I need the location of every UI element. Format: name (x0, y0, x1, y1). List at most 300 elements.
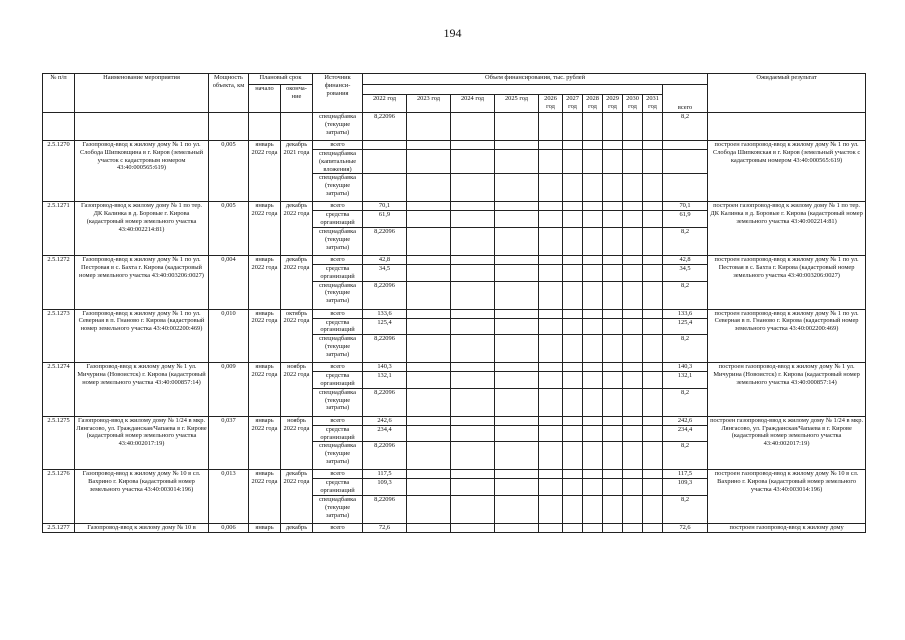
funding-source: спецнадбавка (текущие затраты) (313, 174, 363, 202)
year-cell (407, 479, 451, 496)
year-cell (539, 442, 563, 470)
year-2022-value: 8,22096 (363, 227, 407, 255)
year-cell (495, 523, 539, 532)
year-cell (495, 442, 539, 470)
year-cell (603, 150, 623, 174)
year-cell (623, 495, 643, 523)
year-cell (563, 388, 583, 416)
expected-result: построен газопровод-ввод к жилому дому № 1 по ул. Пестовая в с. Бахта г. Кирова (кадастровый номер земельного участка 43:40:003206:0027) (708, 255, 866, 309)
end-date: октябрь 2022 года (281, 309, 313, 363)
end-date: декабрь 2022 года (281, 202, 313, 256)
expected-result: построен газопровод-ввод к жилому дому № 10 в сл. Вахрино г. Кирова (кадастровый номер земельного участка 43:40:003014:196) (708, 470, 866, 524)
total-value: 242,6 (663, 416, 708, 425)
year-cell (407, 202, 451, 211)
year-cell (643, 264, 663, 281)
year-cell (495, 141, 539, 150)
capacity: 0,006 (209, 523, 249, 532)
year-cell (583, 211, 603, 228)
year-cell (563, 442, 583, 470)
header-name: Наименование мероприятия (75, 74, 209, 113)
table-row (43, 309, 866, 318)
year-cell (623, 281, 643, 309)
year-cell (643, 495, 663, 523)
year-cell (539, 388, 563, 416)
year-cell (643, 372, 663, 389)
year-cell (603, 227, 623, 255)
total-value: 133,6 (663, 309, 708, 318)
funding-source: средства организаций (313, 211, 363, 228)
year-cell (407, 150, 451, 174)
year-cell (539, 470, 563, 479)
capacity: 0,013 (209, 470, 249, 524)
year-2022-value: 8,22096 (363, 281, 407, 309)
total-cell: 8,2 (663, 113, 708, 141)
header-period: Плановый срок (249, 74, 313, 85)
year-cell (539, 309, 563, 318)
header-year: 2026 год (539, 95, 563, 113)
capacity: 0,004 (209, 255, 249, 309)
total-value: 42,8 (663, 255, 708, 264)
year-cell (623, 141, 643, 150)
year-cell (539, 335, 563, 363)
year-cell (563, 264, 583, 281)
year-cell (451, 309, 495, 318)
funding-source: всего (313, 202, 363, 211)
year-cell (539, 523, 563, 532)
expected-result: построен газопровод-ввод к жилому дому № 1 по ул. Слобода Шипковская в г. Киров (земельный участок с кадастровым номером 43:40:000565:619) (708, 141, 866, 202)
year-cell (603, 309, 623, 318)
year-cell (407, 523, 451, 532)
year-cell (495, 174, 539, 202)
year-cell (563, 363, 583, 372)
table-row (43, 141, 866, 150)
year-cell (495, 281, 539, 309)
year-cell (407, 442, 451, 470)
year-cell (563, 470, 583, 479)
header-result: Ожидаемый результат (708, 74, 866, 113)
row-number: 2.5.1271 (43, 202, 75, 256)
year-cell (643, 335, 663, 363)
header-year: 2029 год (603, 95, 623, 113)
year-cell (643, 318, 663, 335)
year-2022-value: 8,22096 (363, 442, 407, 470)
header-total: всего (663, 85, 708, 113)
year-2022-value: 8,22096 (363, 388, 407, 416)
end-date: декабрь 2022 года (281, 255, 313, 309)
year-cell (539, 150, 563, 174)
year-cell (539, 281, 563, 309)
header-source: Источник финанси-рования (313, 74, 363, 113)
year-cell (583, 309, 603, 318)
year-cell (623, 174, 643, 202)
total-value: 109,3 (663, 479, 708, 496)
header-funding: Объем финансирования, тыс. рублей (363, 74, 708, 85)
year-cell (623, 470, 643, 479)
year-cell (451, 150, 495, 174)
year-cell (451, 264, 495, 281)
capacity-cell (209, 113, 249, 141)
year-cell (583, 363, 603, 372)
year-cell (495, 202, 539, 211)
total-value: 61,9 (663, 211, 708, 228)
year-cell (643, 309, 663, 318)
row-number: 2.5.1270 (43, 141, 75, 202)
year-cell (407, 281, 451, 309)
year-cell (495, 470, 539, 479)
year-cell (407, 141, 451, 150)
year-cell (451, 442, 495, 470)
year-cell (603, 425, 623, 442)
start-date: январь 2022 года (249, 470, 281, 524)
year-cell (451, 416, 495, 425)
funding-source: всего (313, 141, 363, 150)
year-cell (563, 335, 583, 363)
year-2022-value: 72,6 (363, 523, 407, 532)
year-cell (603, 495, 623, 523)
start-date: январь 2022 года (249, 255, 281, 309)
end-date: декабрь (281, 523, 313, 532)
funding-source: средства организаций (313, 479, 363, 496)
measure-name: Газопровод-ввод к жилому дому № 1 по ул. Пестровая в с. Бахта г. Кирова (кадастровый номер земельного участка 43:40:003206:0027) (75, 255, 209, 309)
year-cell (643, 150, 663, 174)
year-cell (623, 318, 643, 335)
year-2022-value: 42,8 (363, 255, 407, 264)
year-cell (451, 318, 495, 335)
funding-table (42, 73, 866, 533)
year-cell (623, 211, 643, 228)
year-cell (407, 227, 451, 255)
year-cell (495, 255, 539, 264)
funding-source: спецнадбавка (текущие затраты) (313, 442, 363, 470)
funding-source: всего (313, 309, 363, 318)
year-cell (539, 227, 563, 255)
year-cell (623, 425, 643, 442)
funding-source: средства организаций (313, 318, 363, 335)
expected-result: построен газопровод-ввод к жилому дому № 1 по тер. ДК Калинка в д. Боровые г. Кирова (кадастровый номер земельного участка 43:40:002214:81) (708, 202, 866, 256)
table-row (43, 523, 866, 532)
year-cell (643, 211, 663, 228)
year-cell (495, 372, 539, 389)
year-cell (451, 211, 495, 228)
year-cell (563, 174, 583, 202)
year-cell (407, 113, 451, 141)
year-cell (603, 388, 623, 416)
year-2022-value: 125,4 (363, 318, 407, 335)
year-cell (583, 318, 603, 335)
year-cell (495, 425, 539, 442)
header-num: № п/п (43, 74, 75, 113)
year-2022-value: 8,22096 (363, 495, 407, 523)
year-cell (643, 281, 663, 309)
year-cell (643, 523, 663, 532)
year-cell (539, 255, 563, 264)
year-cell (407, 495, 451, 523)
year-cell (603, 141, 623, 150)
year-cell (583, 442, 603, 470)
year-cell (603, 335, 623, 363)
year-cell (495, 335, 539, 363)
total-value: 8,2 (663, 442, 708, 470)
header-year: 2023 год (407, 95, 451, 113)
header-capacity: Мощность объекта, км (209, 74, 249, 113)
total-value (663, 141, 708, 150)
table-row (43, 202, 866, 211)
total-value: 132,1 (663, 372, 708, 389)
carry-over-row (43, 113, 866, 141)
row-number: 2.5.1272 (43, 255, 75, 309)
year-cell (583, 470, 603, 479)
year-cell (583, 141, 603, 150)
year-cell (495, 113, 539, 141)
year-cell (539, 141, 563, 150)
year-2022-value: 117,5 (363, 470, 407, 479)
year-cell (603, 255, 623, 264)
year-cell (643, 202, 663, 211)
year-cell (563, 281, 583, 309)
year-cell (563, 425, 583, 442)
year-cell (563, 318, 583, 335)
year-cell (407, 363, 451, 372)
expected-result: построен газопровод-ввод к жилому дому (708, 523, 866, 532)
table-header (43, 74, 866, 113)
year-cell (539, 113, 563, 141)
year-cell (407, 318, 451, 335)
year-cell (563, 211, 583, 228)
total-value (663, 150, 708, 174)
start-date: январь 2022 года (249, 141, 281, 202)
total-value: 8,2 (663, 227, 708, 255)
total-value: 34,5 (663, 264, 708, 281)
year-cell (539, 318, 563, 335)
year-cell (643, 479, 663, 496)
year-cell (583, 281, 603, 309)
header-year: 2025 год (495, 95, 539, 113)
year-cell (495, 479, 539, 496)
year-cell (539, 202, 563, 211)
funding-source: спецнадбавка (капитальные вложения) (313, 150, 363, 174)
funding-source: спецнадбавка (текущие затраты) (313, 281, 363, 309)
year-cell (407, 255, 451, 264)
year-cell (623, 523, 643, 532)
year-cell (603, 113, 623, 141)
result-cell (708, 113, 866, 141)
year-cell (563, 372, 583, 389)
year-cell (603, 470, 623, 479)
header-start: начало (249, 85, 281, 113)
measure-name: Газопровод-ввод к жилому дому № 1 ул. Мичурина (Новоистск) г. Кирова (кадастровый номер земельного участка 43:40:000857:14) (75, 363, 209, 417)
funding-source: всего (313, 363, 363, 372)
year-cell (623, 372, 643, 389)
end-date: декабрь 2022 года (281, 470, 313, 524)
row-number: 2.5.1275 (43, 416, 75, 470)
row-number: 2.5.1274 (43, 363, 75, 417)
funding-source: средства организаций (313, 372, 363, 389)
year-cell (451, 335, 495, 363)
start-date: январь (249, 523, 281, 532)
year-cell (603, 264, 623, 281)
year-cell (451, 495, 495, 523)
year-cell (623, 479, 643, 496)
capacity: 0,005 (209, 141, 249, 202)
start-date: январь 2022 года (249, 416, 281, 470)
year-cell (603, 523, 623, 532)
year-cell (407, 309, 451, 318)
year-cell (623, 113, 643, 141)
source-cell: спецнадбавка (текущие затраты) (313, 113, 363, 141)
year-cell (623, 227, 643, 255)
year-cell (407, 425, 451, 442)
measure-name: Газопровод-ввод к жилому дому № 1 по тер. ДК Калинка в д. Боровые г. Кирова (кадастровый номер земельного участка 43:40:002214:81) (75, 202, 209, 256)
year-cell (643, 255, 663, 264)
total-value: 8,2 (663, 388, 708, 416)
year-cell (407, 372, 451, 389)
funding-source: спецнадбавка (текущие затраты) (313, 388, 363, 416)
year-cell (583, 495, 603, 523)
year-cell (603, 416, 623, 425)
year-cell (563, 255, 583, 264)
table-row (43, 416, 866, 425)
year-cell (583, 264, 603, 281)
year-cell (563, 523, 583, 532)
year-cell (603, 318, 623, 335)
year-cell (539, 372, 563, 389)
funding-source: всего (313, 470, 363, 479)
total-value: 125,4 (663, 318, 708, 335)
year-cell (603, 281, 623, 309)
year-2022-value: 133,6 (363, 309, 407, 318)
year-cell (623, 309, 643, 318)
total-value: 8,2 (663, 495, 708, 523)
measure-name: Газопровод-ввод к жилому дому № 1 по ул. Северная в п. Гнаново г. Кирова (кадастровый номер земельного участка 43:40:002200:469) (75, 309, 209, 363)
year-cell (623, 150, 643, 174)
year-2022-value: 61,9 (363, 211, 407, 228)
year-cell (583, 479, 603, 496)
year-cell (451, 479, 495, 496)
year-cell (539, 479, 563, 496)
year-cell (563, 202, 583, 211)
header-year: 2031 год (643, 95, 663, 113)
measure-name: Газопровод-ввод к жилому дому № 10 в (75, 523, 209, 532)
year-cell (451, 255, 495, 264)
year-cell (451, 281, 495, 309)
year-cell (451, 388, 495, 416)
year-cell (623, 202, 643, 211)
year-cell (623, 363, 643, 372)
total-value: 117,5 (663, 470, 708, 479)
capacity: 0,005 (209, 202, 249, 256)
year-cell (643, 227, 663, 255)
year-cell (623, 255, 643, 264)
year-cell (495, 495, 539, 523)
header-year: 2027 год (563, 95, 583, 113)
year-cell (583, 372, 603, 389)
total-value: 234,4 (663, 425, 708, 442)
year-cell (539, 264, 563, 281)
year-cell (583, 388, 603, 416)
year-cell (539, 174, 563, 202)
end-date: ноябрь 2022 года (281, 416, 313, 470)
year-cell (495, 388, 539, 416)
year-cell (623, 335, 643, 363)
measure-name: Газопровод-ввод к жилому дому № 10 в сл. Вахрино г. Кирова (кадастровый номер земельного участка 43:40:003014:196) (75, 470, 209, 524)
year-cell (563, 227, 583, 255)
year-cell (583, 174, 603, 202)
year-cell (539, 495, 563, 523)
year-cell (563, 150, 583, 174)
end-date: декабрь 2021 года (281, 141, 313, 202)
year-2022-value: 132,1 (363, 372, 407, 389)
year-cell (451, 523, 495, 532)
row-number: 2.5.1273 (43, 309, 75, 363)
year-cell (563, 113, 583, 141)
year-cell (451, 425, 495, 442)
year-cell (643, 174, 663, 202)
year-cell (451, 470, 495, 479)
year-2022-value (363, 174, 407, 202)
year-2022-value: 234,4 (363, 425, 407, 442)
year-2022-value: 109,3 (363, 479, 407, 496)
year-cell (407, 416, 451, 425)
year-cell (583, 255, 603, 264)
header-year: 2022 год (363, 95, 407, 113)
table-row (43, 363, 866, 372)
funding-source: всего (313, 416, 363, 425)
year-cell (583, 113, 603, 141)
end-cell (281, 113, 313, 141)
measure-name: Газопровод-ввод к жилому дому № 1 по ул. Слобода Шипковщина в г. Киров (земельный участок с кадастровым номером 43:40:000565:619) (75, 141, 209, 202)
year-cell (495, 318, 539, 335)
year-cell (451, 363, 495, 372)
start-cell (249, 113, 281, 141)
total-value: 140,3 (663, 363, 708, 372)
header-end: оконча-ние (281, 85, 313, 113)
year-cell (539, 425, 563, 442)
year-cell (495, 211, 539, 228)
funding-source: средства организаций (313, 425, 363, 442)
year-cell (563, 309, 583, 318)
year-cell (539, 416, 563, 425)
year-cell (563, 141, 583, 150)
year-cell (495, 363, 539, 372)
expected-result: построен газопровод-ввод к жилому дому № 1/24 в мкр. Лянгасово, ул. Гражданская/Чапаева в г. Кирове (кадастровый номер земельного участка 43:40:002017:19) (708, 416, 866, 470)
year-cell (583, 416, 603, 425)
year-cell (563, 479, 583, 496)
measure-name: Газопровод-ввод к жилому дому № 1/24 в мкр. Лянгасово, ул. Гражданская/Чапаева в г. Кирове (кадастровый номер земельного участка 43:40:002017:19) (75, 416, 209, 470)
year-cell (563, 416, 583, 425)
year-cell (583, 523, 603, 532)
year-cell (407, 211, 451, 228)
year-cell (643, 141, 663, 150)
year-cell (451, 113, 495, 141)
year-cell (643, 113, 663, 141)
funding-source: спецнадбавка (текущие затраты) (313, 227, 363, 255)
funding-source: средства организаций (313, 264, 363, 281)
year-2022-value: 70,1 (363, 202, 407, 211)
start-date: январь 2022 года (249, 309, 281, 363)
year-cell (603, 363, 623, 372)
year-cell (495, 309, 539, 318)
year-cell (583, 425, 603, 442)
expected-result: построен газопровод-ввод к жилому дому № 1 по ул. Северная в п. Гнаново г. Кирова (кадастровый номер земельного участка 43:40:002200:469) (708, 309, 866, 363)
year-2022-value: 242,6 (363, 416, 407, 425)
header-year: 2028 год (583, 95, 603, 113)
year-cell (451, 141, 495, 150)
year-cell (643, 416, 663, 425)
header-year: 2024 год (451, 95, 495, 113)
year-cell (643, 442, 663, 470)
year-cell (407, 264, 451, 281)
expected-result: построен газопровод-ввод к жилому дому № 1 ул. Мичурина (Новоистск) г. Кирова (кадастровый номер земельного участка 43:40:000857:14) (708, 363, 866, 417)
